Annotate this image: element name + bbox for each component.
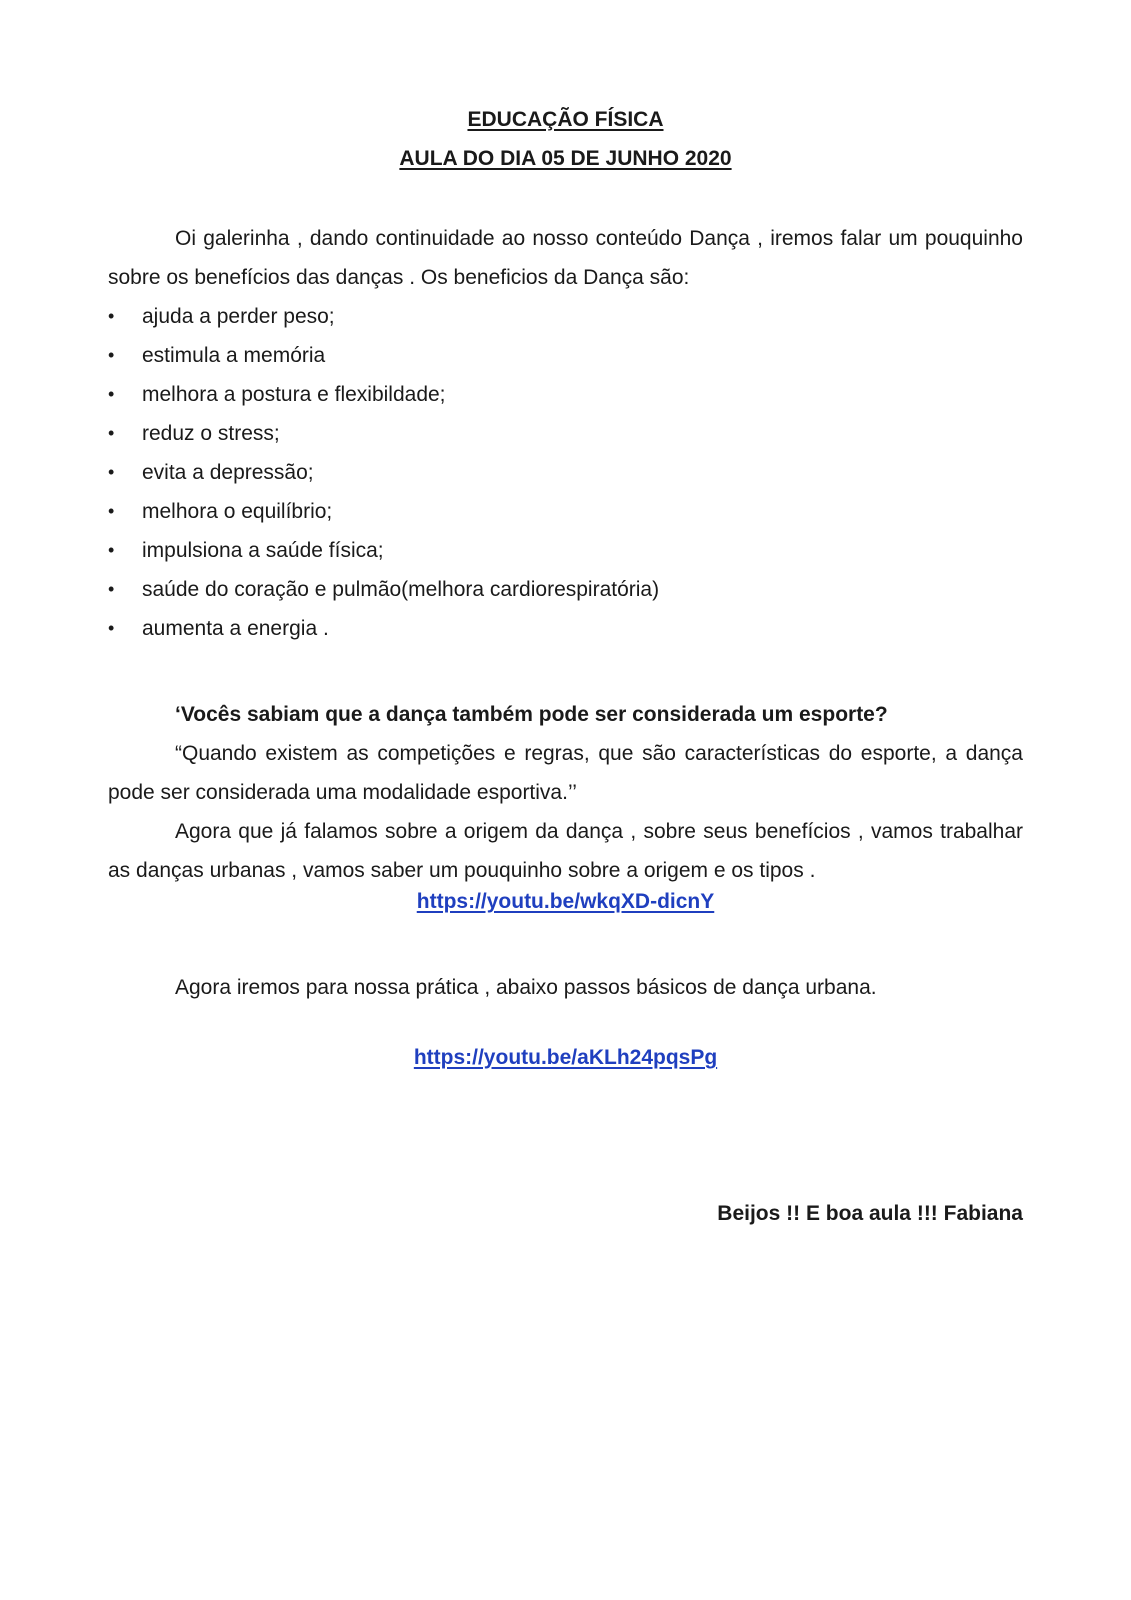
- list-item: [108, 414, 1023, 453]
- bullet-icon: •: [108, 618, 115, 638]
- bullet-icon: •: [108, 306, 115, 326]
- practice-paragraph: Agora iremos para nossa prática , abaixo passos básicos de dança urbana.: [175, 976, 877, 999]
- benefit-text: aumenta a energia .: [142, 617, 329, 640]
- list-item: [108, 570, 1023, 609]
- list-item: [108, 453, 1023, 492]
- bullet-icon: •: [108, 540, 115, 560]
- document-subtitle: AULA DO DIA 05 DE JUNHO 2020: [399, 147, 732, 170]
- intro-paragraph: Oi galerinha , dando continuidade ao nosso conteúdo Dança , iremos falar um pouquinho sobre os benefícios das danças . Os beneficios da Dança são:: [108, 227, 1023, 289]
- list-item: [108, 492, 1023, 531]
- question-heading: ‘Vocês sabiam que a dança também pode ser considerada um esporte?: [175, 703, 888, 726]
- signature: Beijos !! E boa aula !!! Fabiana: [717, 1202, 1023, 1225]
- quote-paragraph: “Quando existem as competições e regras, que são características do esporte, a dança pode ser considerada uma modalidade esportiva.’’: [108, 742, 1023, 804]
- benefit-text: saúde do coração e pulmão(melhora cardiorespiratória): [142, 578, 660, 601]
- list-item: [108, 531, 1023, 570]
- list-item: [108, 375, 1023, 414]
- video-link-2[interactable]: https://youtu.be/aKLh24pqsPg: [413, 1046, 718, 1069]
- list-item: [108, 336, 1023, 375]
- benefits-list: [108, 297, 1023, 648]
- bullet-icon: •: [108, 579, 115, 599]
- benefit-text: melhora o equilíbrio;: [142, 500, 333, 523]
- bullet-icon: •: [108, 345, 115, 365]
- bullet-icon: •: [108, 462, 115, 482]
- benefit-text: melhora a postura e flexibildade;: [142, 383, 446, 406]
- benefit-text: impulsiona a saúde física;: [142, 539, 384, 562]
- benefit-text: estimula a memória: [142, 344, 326, 367]
- list-item: [108, 609, 1023, 648]
- bullet-icon: •: [108, 501, 115, 521]
- bullet-icon: •: [108, 423, 115, 443]
- origin-paragraph: Agora que já falamos sobre a origem da dança , sobre seus benefícios , vamos trabalhar as danças urbanas , vamos saber um pouquinho sobre a origem e os tipos .: [108, 820, 1023, 882]
- bullet-icon: •: [108, 384, 115, 404]
- benefit-text: evita a depressão;: [142, 461, 314, 484]
- benefit-text: reduz o stress;: [142, 422, 280, 445]
- video-link-1[interactable]: https://youtu.be/wkqXD-dicnY: [416, 890, 715, 913]
- list-item: [108, 297, 1023, 336]
- document-title: EDUCAÇÃO FÍSICA: [467, 108, 664, 131]
- benefit-text: ajuda a perder peso;: [142, 305, 335, 328]
